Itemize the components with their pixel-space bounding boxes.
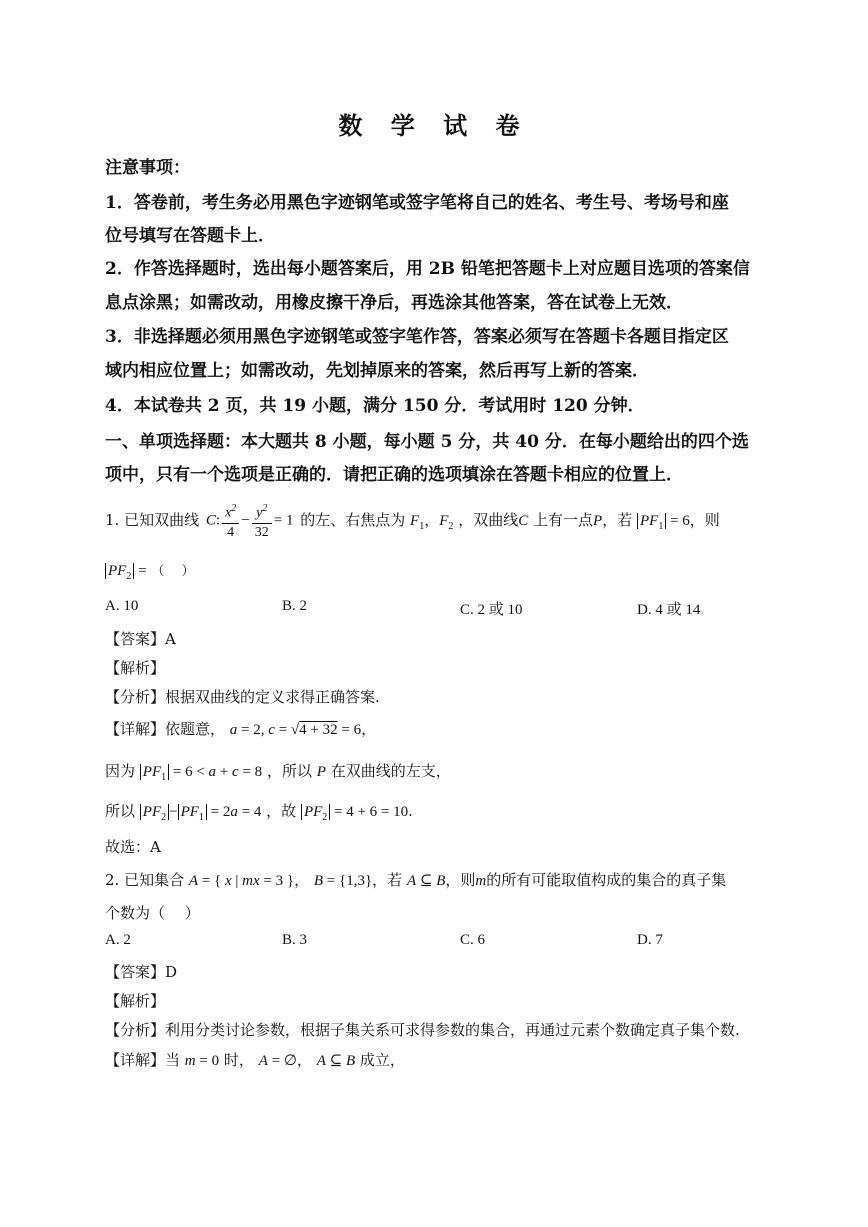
q1-step3-b: ，故 <box>266 802 297 820</box>
q2-xj-mid1: 时， <box>223 1051 254 1069</box>
q1-step2-c: 在双曲线的左支， <box>330 762 451 780</box>
q2-subset: A ⊆ B <box>406 873 446 889</box>
q2-mid2: ，若 <box>372 871 403 889</box>
q1-mid4: ，若 <box>602 510 633 529</box>
q1-mid2: ，双曲线 <box>458 510 519 529</box>
q1-step3-a: 所以 <box>105 802 136 820</box>
q2-mid4: 的所有可能取值构成的集合的真子集 <box>486 871 727 889</box>
q2-mid3: ，则 <box>445 871 476 889</box>
q1-focus-f1: $F_1$ <box>410 512 425 532</box>
q1-analysis-label: 【解析】 <box>105 659 166 677</box>
q1-xiangjie-line2: 因为 $PF_1 = 6 < a + c = 8$ ，所以 P 在双曲线的左支， <box>105 762 451 783</box>
q1-option-c: C. 2 或 10 <box>460 602 523 618</box>
q1-prefix: 1. 已知双曲线 <box>105 510 200 529</box>
q1-formula-result: $PF_2 = 4 + 6 = 10$ <box>301 804 408 820</box>
q2-stem-line1: 2. 已知集合 A = { x | mx = 3 }， B = {1,3}，若 A ⊆ B，则m的所有可能取值构成的集合的真子集 <box>105 871 727 889</box>
page-title: 数 学 试 卷 <box>338 111 530 140</box>
q2-xj-mid2: ， <box>296 1051 312 1069</box>
notice-item-3a: 3．非选择题必须用黑色字迹钢笔或签字笔作答，答案必须写在答题卡各题目指定区 <box>105 327 729 347</box>
q2-xj-end: 成立， <box>359 1051 405 1069</box>
q2-fenxi: 【分析】利用分类讨论参数，根据子集关系可求得参数的集合，再通过元素个数确定真子集个数. <box>105 1021 740 1039</box>
q2-option-d: D. 7 <box>637 932 663 948</box>
q2-formula-empty: A = ∅ <box>258 1053 297 1069</box>
q1-option-d: D. 4 或 14 <box>637 602 701 618</box>
q1-step3-c: . <box>408 802 413 820</box>
q1-xiangjie-line3 <box>105 800 413 823</box>
q1-mid3: 上有一点 <box>533 510 594 529</box>
q1-answer: 【答案】A <box>105 630 176 648</box>
q1-target: $PF_2$ = <box>105 563 147 579</box>
q2-option-a: A. 2 <box>105 932 131 948</box>
q1-option-a: A. 10 <box>105 598 139 614</box>
q1-formula-diff: $PF_2 - PF_1 = 2a = 4$ <box>140 804 262 820</box>
q1-stem-line1: 1. 已知双曲线 C: $\frac{x^2}{4}$ − $\frac{y^2}{32}$ = 1 的左、右焦点为 $F_1$，$F_2$ ，双曲线C 上有一点P，若 $PF_1 = 6$，则 <box>105 500 720 542</box>
q2-set-a: A = { x | mx = 3 } <box>188 873 295 889</box>
q2-prefix: 2. 已知集合 <box>105 871 185 889</box>
q1-hyperbola-equation: C: $\frac{x^2}{4}$ − $\frac{y^2}{32}$ = 1 <box>206 500 294 542</box>
section-heading-line1: 一、单项选择题：本大题共 8 小题，每小题 5 分，共 40 分．在每小题给出的四个选 <box>105 432 749 452</box>
notice-heading: 注意事项： <box>105 158 190 178</box>
q1-mid5: ，则 <box>689 510 720 529</box>
q1-formula-ineq: $PF_1 = 6 < a + c = 8$ <box>140 764 262 780</box>
notice-item-2b: 息点涂黑；如需改动，用橡皮擦干净后，再选涂其他答案，答在试卷上无效． <box>105 293 683 313</box>
notice-item-3b: 域内相应位置上；如需改动，先划掉原来的答案，然后再写上新的答案． <box>105 361 649 381</box>
q2-set-b: B = {1,3} <box>313 873 373 889</box>
q1-condition: $PF_1 = 6$ <box>637 513 690 529</box>
q2-option-b: B. 3 <box>282 932 308 948</box>
q1-choose: 故选：A <box>105 838 161 856</box>
notice-item-2a: 2．作答选择题时，选出每小题答案后，用 2B 铅笔把答题卡上对应题目选项的答案信 <box>105 259 750 279</box>
q2-formula-subset: A ⊆ B <box>316 1053 356 1069</box>
q1-xiangjie-label: 【详解】依题意， <box>105 720 226 738</box>
q1-focus-f2: $F_2$ <box>439 512 454 532</box>
q2-option-c: C. 6 <box>460 932 486 948</box>
q2-formula-m0: m = 0 <box>184 1053 220 1069</box>
q1-fenxi: 【分析】根据双曲线的定义求得正确答案. <box>105 688 380 706</box>
q1-xiangjie-line1: 【详解】依题意， a = 2, c = √4 + 32 = 6， <box>105 720 377 738</box>
notice-item-4: 4．本试卷共 2 页，共 19 小题，满分 150 分．考试用时 120 分钟． <box>105 396 645 416</box>
q1-stem-line2 <box>105 560 194 582</box>
notice-item-1a: 1．答卷前，考生务必用黑色字迹钢笔或签字笔将自己的姓名、考生号、考场号和座 <box>105 193 729 213</box>
q2-xiangjie-line1 <box>105 1049 405 1070</box>
q1-step2-b: ，所以 <box>266 762 312 780</box>
q2-mid1: ， <box>294 871 310 889</box>
q2-xiangjie-label: 【详解】当 <box>105 1051 181 1069</box>
q1-option-b: B. 2 <box>282 598 308 614</box>
q1-mid1: 的左、右焦点为 <box>300 510 406 529</box>
section-heading-line2: 项中，只有一个选项是正确的．请把正确的选项填涂在答题卡相应的位置上． <box>105 465 683 485</box>
q1-formula-ac: a = 2, c = √4 + 32 = 6 <box>229 722 362 738</box>
q2-answer: 【答案】D <box>105 963 178 981</box>
q1-step2-a: 因为 <box>105 762 136 780</box>
q1-blank: （ ） <box>151 564 195 579</box>
notice-item-1b: 位号填写在答题卡上． <box>105 226 275 246</box>
q2-analysis-label: 【解析】 <box>105 992 166 1010</box>
q2-stem-line2: 个数为（ ） <box>105 904 200 922</box>
